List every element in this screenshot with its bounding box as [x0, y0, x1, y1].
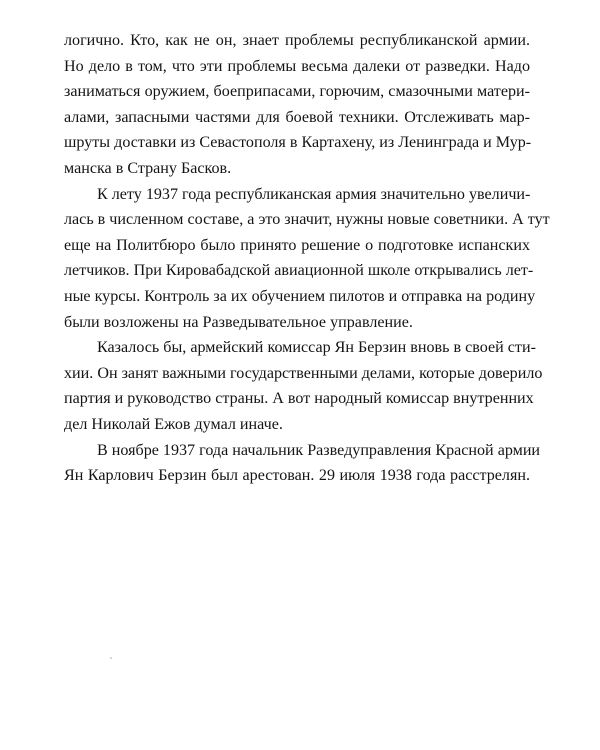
- paragraph-2: [64, 182, 550, 336]
- text-line: летчиков. При Кировабадской авиационной школе открывались лет-: [64, 262, 534, 280]
- scan-speck: [110, 657, 112, 659]
- text-line: хии. Он занят важными государственными делами, которые доверило: [64, 364, 543, 382]
- text-line: манска в Страну Басков.: [64, 159, 232, 177]
- text-line: алами, запасными частями для боевой техники. Отслеживать мар-: [64, 108, 530, 126]
- paragraph-4: [64, 438, 541, 489]
- body-text: [64, 28, 550, 489]
- text-line: логично. Кто, как не он, знает проблемы республиканской армии.: [64, 32, 530, 49]
- text-line: Ян Карлович Берзин был арестован. 29 июля 1938 года расстрелян.: [64, 467, 530, 485]
- text-line: партия и руководство страны. А вот народный комиссар внутренних: [64, 390, 534, 408]
- text-line: лась в численном составе, а это значит, нужны новые советники. А тут: [64, 211, 550, 229]
- text-line: заниматься оружием, боеприпасами, горючим, смазочными матери-: [64, 83, 530, 101]
- text-line: Но дело в том, что эти проблемы весьма далеки от разведки. Надо: [64, 57, 530, 75]
- text-line: ные курсы. Контроль за их обучением пилотов и отправка на родину: [64, 287, 536, 305]
- text-line: дел Николай Ежов думал иначе.: [64, 415, 283, 433]
- text-line: были возложены на Разведывательное управление.: [64, 313, 413, 331]
- text-line: еще на Политбюро было принято решение о подготовке испанских: [64, 236, 530, 254]
- text-line: К лету 1937 года республиканская армия значительно увеличи-: [97, 185, 531, 203]
- paragraph-3: [64, 335, 543, 437]
- text-line: шруты доставки из Севастополя в Картахену, из Ленинграда и Мур-: [64, 134, 532, 152]
- text-line: В ноябре 1937 года начальник Разведуправления Красной армии: [97, 441, 541, 459]
- text-line: Казалось бы, армейский комиссар Ян Берзин вновь в своей сти-: [97, 339, 536, 357]
- paragraph-1: [64, 28, 530, 182]
